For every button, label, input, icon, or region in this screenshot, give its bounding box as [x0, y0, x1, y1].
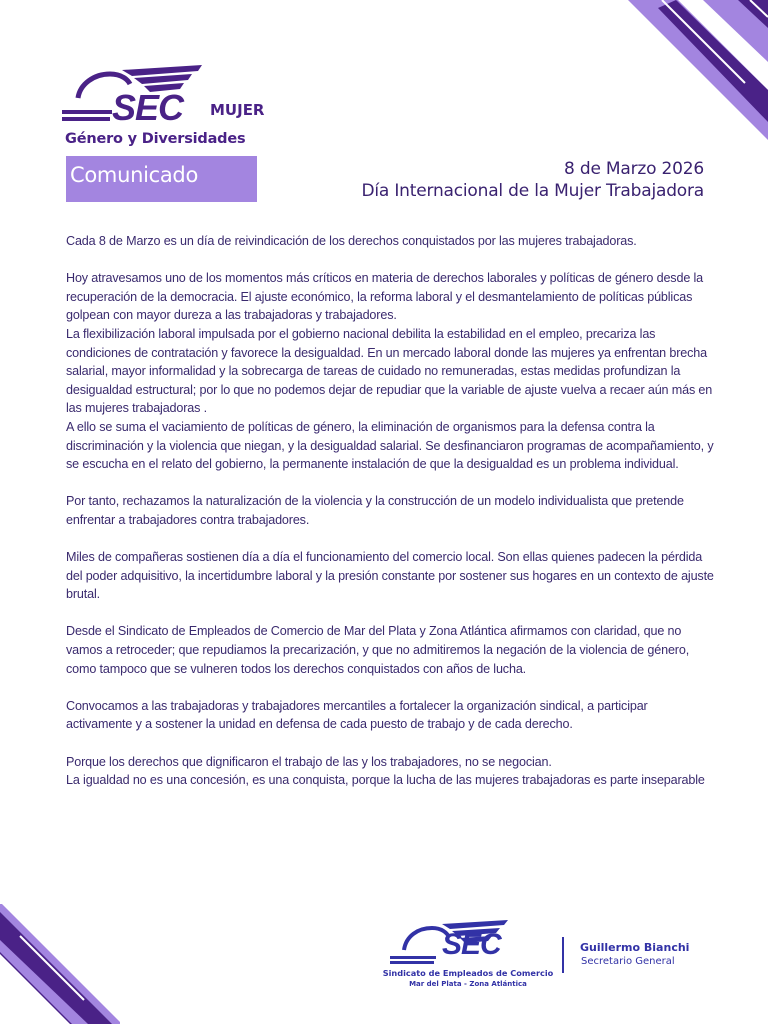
- footer-region: Mar del Plata - Zona Atlántica: [409, 980, 527, 988]
- signatory-name: Guillermo Bianchi: [580, 941, 690, 954]
- decorative-corner-stripes-bottom: [0, 904, 120, 1024]
- paragraph: A ello se suma el vaciamiento de políticas de género, la eliminación de organismos para la defensa contra la discriminación y la violencia que niegan, y la desigualdad salarial. Se desfinanciaron programas de acompañamiento, y se escucha en el relato del gobierno, la permanente instalación de que la desigualdad es un problema individual.: [66, 419, 714, 472]
- paragraph: Convocamos a las trabajadoras y trabajadores mercantiles a fortalecer la organización sindical, a participar activamente y a sostener la unidad en defensa de cada puesto de trabajo y de cada derecho.: [66, 698, 648, 732]
- logo-suffix: MUJER: [210, 101, 265, 119]
- document-body: [66, 232, 716, 790]
- footer-org-name: Sindicato de Empleados de Comercio: [382, 968, 554, 978]
- paragraph: Miles de compañeras sostienen día a día el funcionamiento del comercio local. Son ellas quienes padecen la pérdida del poder adquisitivo, la incertidumbre laboral y la presión constante por sostener sus hogares en un contexto de ajuste brutal.: [66, 550, 714, 602]
- paragraph: Cada 8 de Marzo es un día de reivindicación de los derechos conquistados por las mujeres trabajadoras.: [66, 234, 637, 248]
- paragraph: Por tanto, rechazamos la naturalización de la violencia y la construcción de un modelo individualista que pretende enfrentar a trabajadores contra trabajadores.: [66, 494, 684, 527]
- paragraph: La igualdad no es una concesión, es una conquista, porque la lucha de las mujeres trabajadoras es parte inseparable: [66, 773, 705, 788]
- document-title: Día Internacional de la Mujer Trabajadora: [361, 181, 704, 201]
- comunicado-label: Comunicado: [70, 163, 199, 187]
- document-date: 8 de Marzo 2026: [564, 159, 704, 179]
- paragraph: La flexibilización laboral impulsada por el gobierno nacional debilita la estabilidad en el empleo, precariza las condiciones de contratación y favorece la desigualdad. En un mercado laboral donde las mujeres ya enfrentan brecha salarial, mayor informalidad y la sobrecarga de tareas de cuidado no remuneradas, estas medidas profundizan la desigualdad estructural; por lo que no podemos dejar de repudiar que la variable de ajuste vuelva a recaer aún más en las mujeres trabajadoras .: [66, 326, 713, 416]
- paragraph: Desde el Sindicato de Empleados de Comercio de Mar del Plata y Zona Atlántica afirmamos con claridad, que no vamos a retroceder; que repudiamos la precarización, y que no admitiremos la negación de la violencia de género, como tampoco que se vulneren todos los derechos conquistados con años de lucha.: [66, 624, 690, 676]
- comunicado-badge: [66, 156, 257, 202]
- sec-union-logo: [382, 918, 554, 996]
- paragraph: Hoy atravesamos uno de los momentos más críticos en materia de derechos laborales y políticas de género desde la recuperación de la democracia. El ajuste económico, la reforma laboral y el desmantelamiento de políticas públicas golpean con mayor dureza a las trabajadoras y trabajadores.: [66, 271, 704, 323]
- footer-logo-acronym: SEC: [442, 928, 501, 961]
- signatory-role: Secretario General: [581, 956, 675, 967]
- logo-tagline: Género y Diversidades: [65, 131, 246, 147]
- logo-acronym: SEC: [112, 87, 184, 128]
- paragraph: Porque los derechos que dignificaron el trabajo de las y los trabajadores, no se negocian.: [66, 754, 552, 769]
- sec-mujer-logo: [62, 62, 265, 152]
- decorative-corner-stripes-top: [618, 0, 768, 150]
- signature-divider: [562, 937, 564, 973]
- document-heading: [362, 158, 704, 202]
